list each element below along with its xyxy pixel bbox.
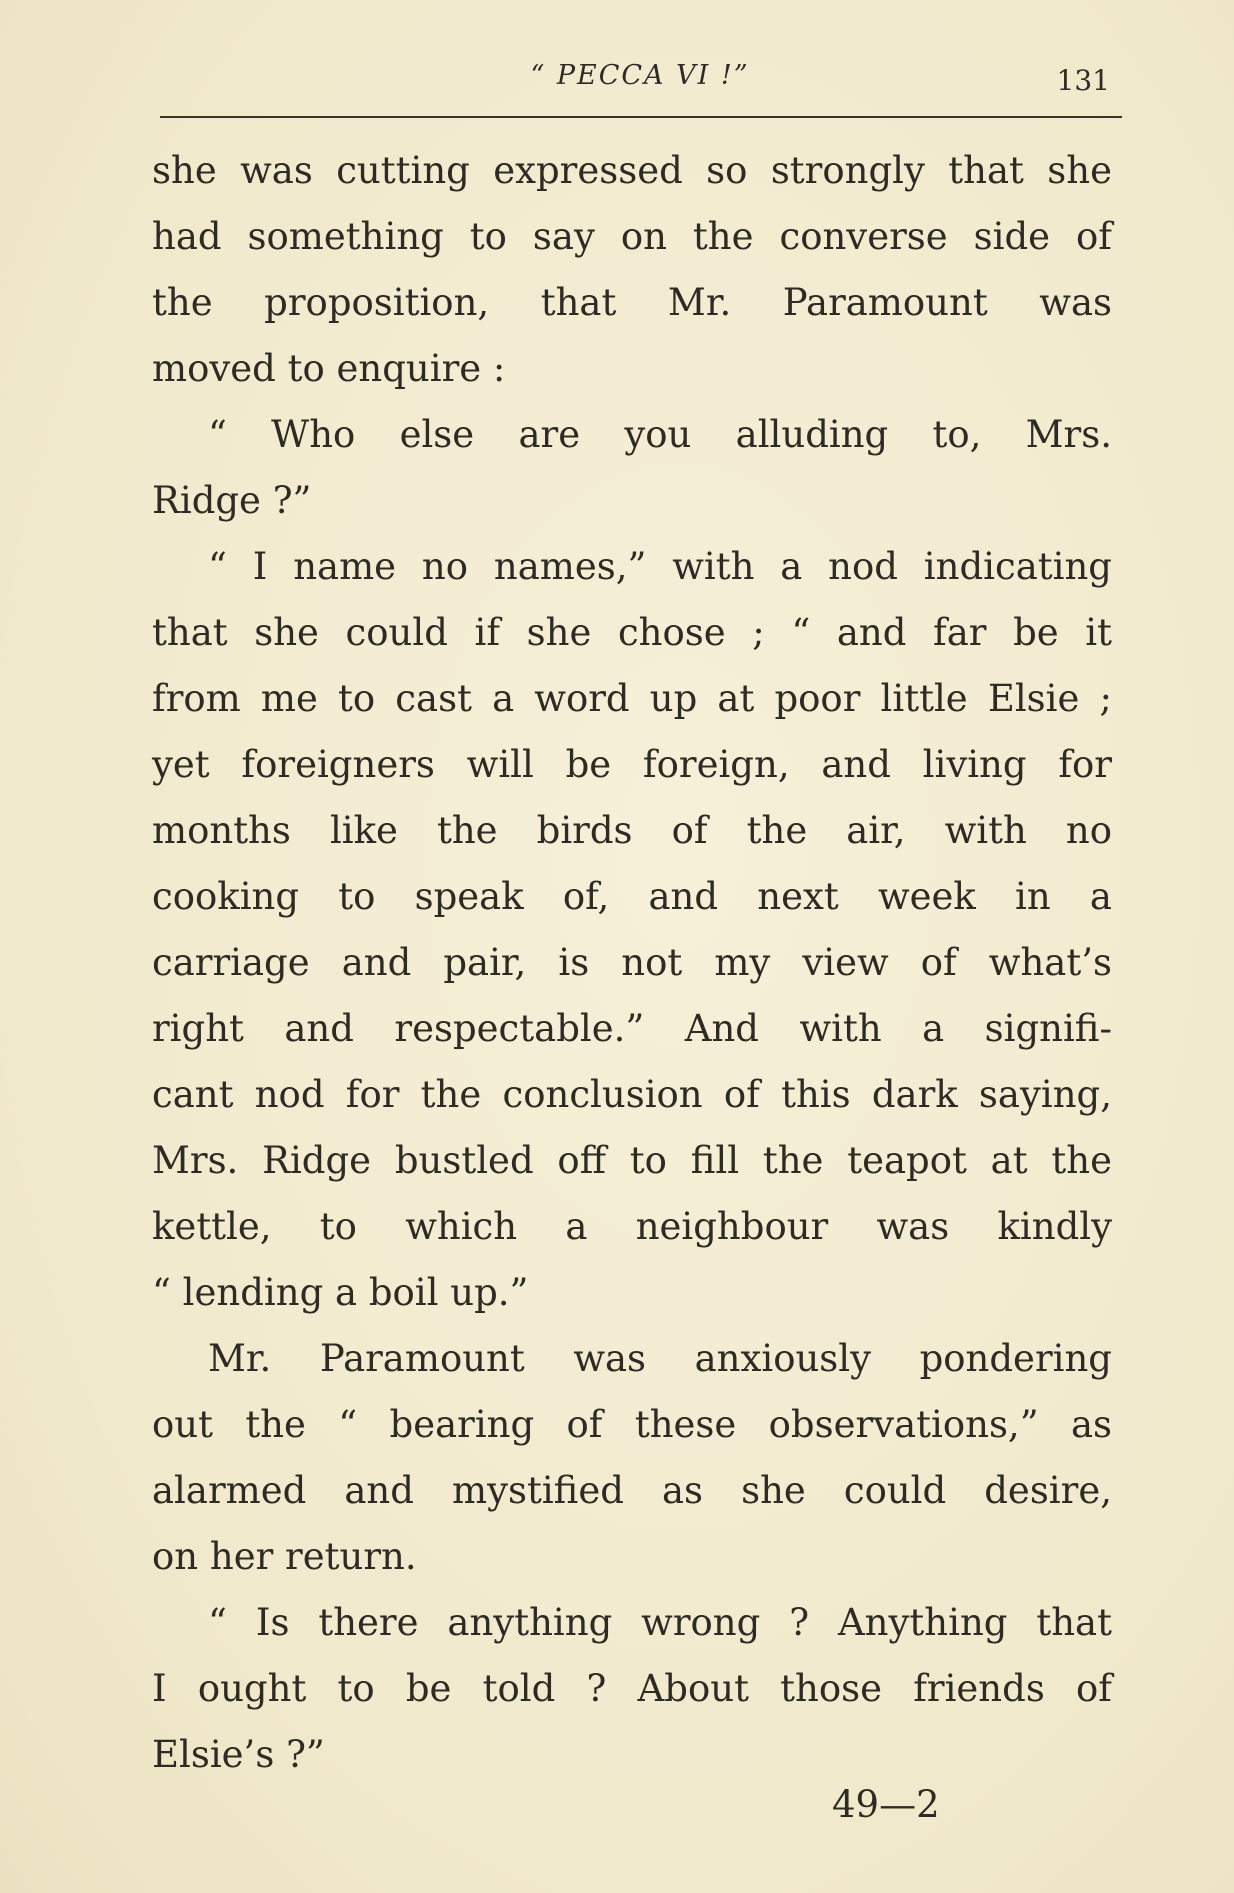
text-line: “ Who else are you alluding to, Mrs. xyxy=(208,413,1112,456)
text-line: alarmed and mystified as she could desire, xyxy=(152,1469,1112,1512)
text-line: “ Is there anything wrong ? Anything that xyxy=(208,1601,1112,1644)
text-line: “ lending a boil up.” xyxy=(152,1271,529,1314)
text-line: that she could if she chose ; “ and far be it xyxy=(152,611,1112,654)
text-line: Mrs. Ridge bustled off to fill the teapot at the xyxy=(152,1139,1112,1182)
text-line: Elsie’s ?” xyxy=(152,1733,325,1776)
text-line: I ought to be told ? About those friends of xyxy=(152,1667,1112,1710)
body-text xyxy=(152,138,1112,1788)
text-line: carriage and pair, is not my view of what’s xyxy=(152,941,1112,984)
text-line: Ridge ?” xyxy=(152,479,312,522)
text-line: months like the birds of the air, with no xyxy=(152,809,1112,852)
text-line: cant nod for the conclusion of this dark saying, xyxy=(152,1073,1112,1116)
text-line: had something to say on the converse side of xyxy=(152,215,1112,258)
printer-signature: 49—2 xyxy=(832,1783,940,1826)
text-line: Mr. Paramount was anxiously pondering xyxy=(208,1337,1112,1380)
text-line: she was cutting expressed so strongly that she xyxy=(152,149,1112,192)
text-line: kettle, to which a neighbour was kindly xyxy=(152,1205,1112,1248)
page-number: 131 xyxy=(1056,64,1110,97)
text-line: from me to cast a word up at poor little Elsie ; xyxy=(152,677,1112,720)
text-line: on her return. xyxy=(152,1535,417,1578)
running-title: “ PECCA VI !” xyxy=(530,60,750,91)
text-line: out the “ bearing of these observations,” as xyxy=(152,1403,1112,1446)
text-line: moved to enquire : xyxy=(152,347,506,390)
running-head xyxy=(160,60,1120,110)
text-line: right and respectable.” And with a signifi- xyxy=(152,1007,1112,1050)
header-rule xyxy=(160,116,1122,118)
text-line: “ I name no names,” with a nod indicating xyxy=(208,545,1112,588)
text-line: yet foreigners will be foreign, and living for xyxy=(152,743,1112,786)
text-line: the proposition, that Mr. Paramount was xyxy=(152,281,1112,324)
text-line: cooking to speak of, and next week in a xyxy=(152,875,1112,918)
